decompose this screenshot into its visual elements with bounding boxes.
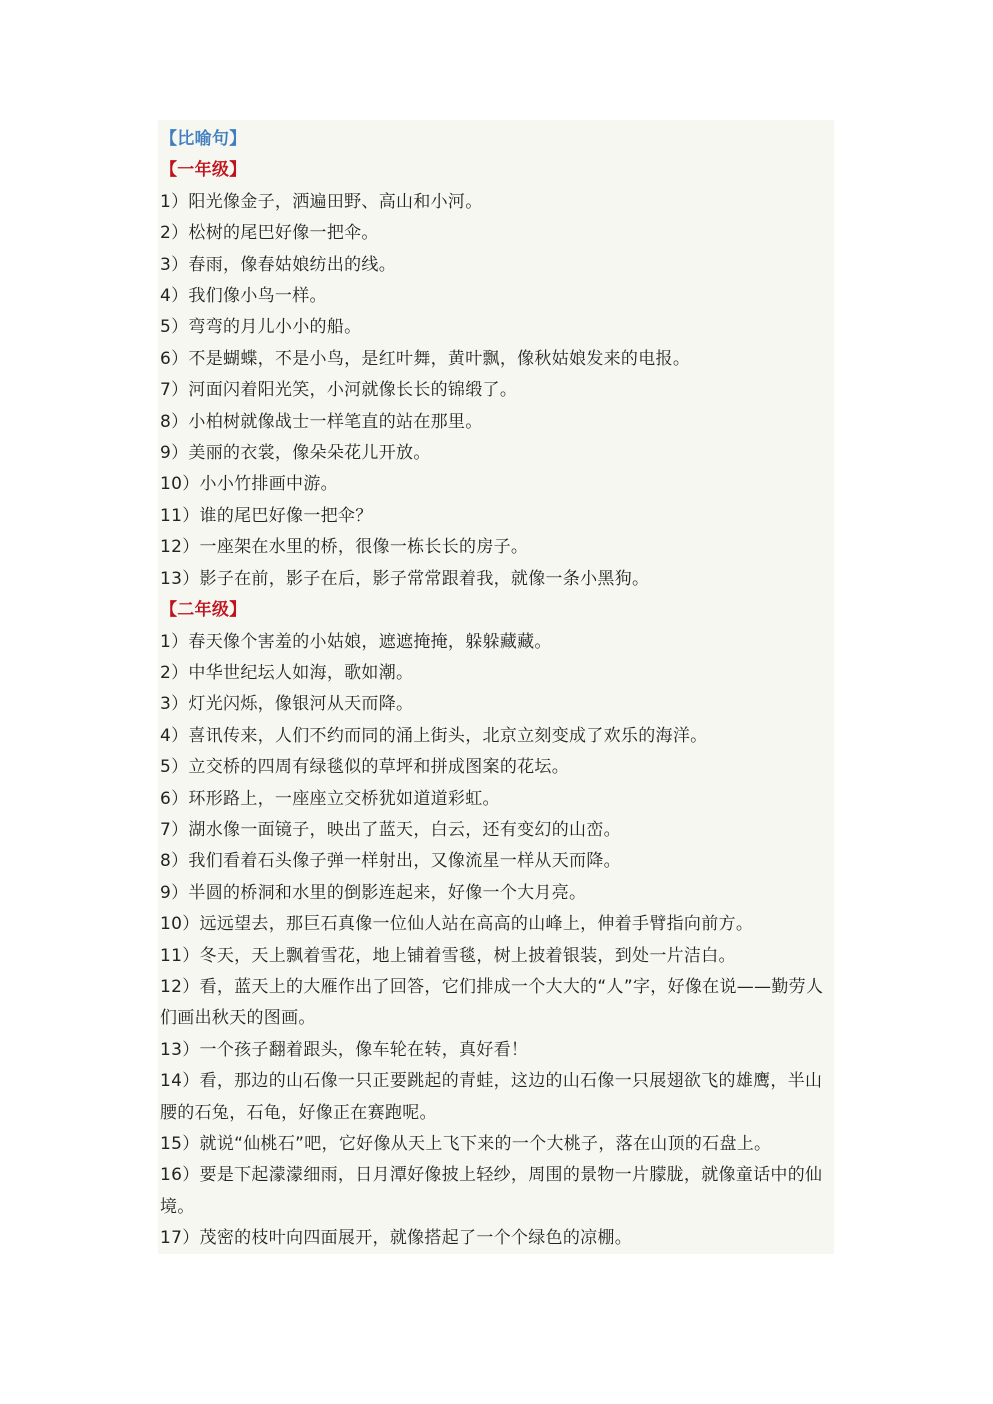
- grade-1-list: [160, 187, 832, 595]
- list-item: 3）灯光闪烁，像银河从天而降。: [160, 694, 414, 715]
- document-title: 【比喻句】: [160, 129, 247, 149]
- document-body: [160, 124, 832, 1255]
- list-item: 8）我们看着石头像子弹一样射出，又像流星一样从天而降。: [160, 851, 621, 872]
- list-item: 4）我们像小鸟一样。: [160, 286, 327, 307]
- list-item: 15）就说“仙桃石”吧，它好像从天上飞下来的一个大桃子，落在山顶的石盘上。: [160, 1134, 772, 1154]
- list-item: 12）一座架在水里的桥，很像一栋长长的房子。: [160, 537, 529, 558]
- list-item: 8）小柏树就像战士一样笔直的站在那里。: [160, 411, 483, 432]
- list-item: 7）河面闪着阳光笑，小河就像长长的锦缎了。: [160, 380, 518, 401]
- list-item: 4）喜讯传来，人们不约而同的涌上街头，北京立刻变成了欢乐的海洋。: [160, 725, 708, 746]
- list-item: 13）一个孩子翻着跟头，像车轮在转，真好看！: [160, 1039, 529, 1060]
- list-item: 3）春雨，像春姑娘纺出的线。: [160, 254, 397, 275]
- list-item: 11）谁的尾巴好像一把伞？: [160, 505, 373, 526]
- list-item: 1）阳光像金子，洒遍田野、高山和小河。: [160, 191, 483, 212]
- list-item: 6）环形路上，一座座立交桥犹如道道彩虹。: [160, 788, 500, 809]
- list-item: 9）半圆的桥洞和水里的倒影连起来，好像一个大月亮。: [160, 882, 587, 903]
- list-item: 5）弯弯的月儿小小的船。: [160, 317, 362, 338]
- list-item: 6）不是蝴蝶，不是小鸟，是红叶舞，黄叶飘，像秋姑娘发来的电报。: [160, 348, 691, 369]
- list-item: 11）冬天，天上飘着雪花，地上铺着雪毯，树上披着银装，到处一片洁白。: [160, 945, 736, 966]
- list-item: 1）春天像个害羞的小姑娘，遮遮掩掩，躲躲藏藏。: [160, 631, 552, 652]
- list-item: 9）美丽的衣裳，像朵朵花儿开放。: [160, 443, 431, 464]
- list-item: 14）看，那边的山石像一只正要跳起的青蛙，这边的山石像一只展翅欲飞的雄鹰，半山腰的石兔，石龟，好像正在赛跑呢。: [160, 1071, 823, 1123]
- list-item: 10）远远望去，那巨石真像一位仙人站在高高的山峰上，伸着手臂指向前方。: [160, 914, 754, 935]
- section-heading-grade-2: 【二年级】: [160, 600, 247, 621]
- list-item: 13）影子在前，影子在后，影子常常跟着我，就像一条小黑狗。: [160, 568, 650, 589]
- section-heading-grade-1: 【一年级】: [160, 160, 247, 181]
- list-item: 17）茂密的枝叶向四面展开，就像搭起了一个个绿色的凉棚。: [160, 1228, 633, 1249]
- list-item: 12）看，蓝天上的大雁作出了回答，它们排成一个大大的“人”字，好像在说——勤劳人们画出秋天的图画。: [160, 976, 824, 1029]
- list-item: 10）小小竹排画中游。: [160, 474, 338, 495]
- list-item: 5）立交桥的四周有绿毯似的草坪和拼成图案的花坛。: [160, 757, 570, 778]
- list-item: 16）要是下起濛濛细雨，日月潭好像披上轻纱，周围的景物一片朦胧，就像童话中的仙境。: [160, 1165, 823, 1217]
- grade-2-list: [160, 627, 832, 1255]
- list-item: 2）松树的尾巴好像一把伞。: [160, 223, 379, 244]
- list-item: 2）中华世纪坛人如海，歌如潮。: [160, 662, 414, 683]
- list-item: 7）湖水像一面镜子，映出了蓝天，白云，还有变幻的山峦。: [160, 819, 621, 840]
